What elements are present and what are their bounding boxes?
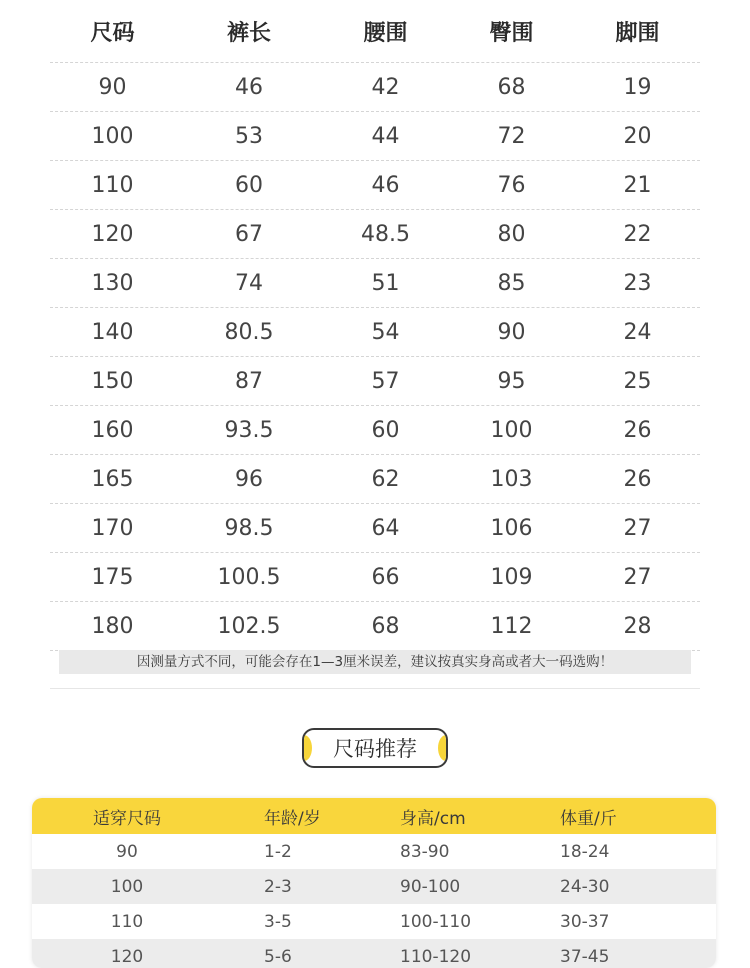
table-row [32,869,716,904]
measurement-note: 因测量方式不同，可能会存在1—3厘米误差，建议按真实身高或者大一码选购！ [59,650,691,674]
badge-left-tab [302,735,312,761]
cell-fit-size: 100 [110,876,144,897]
cell-hip: 72 [497,123,526,149]
cell-age: 2-3 [264,876,292,897]
header-waist: 腰围 [363,20,408,46]
cell-ankle: 25 [623,368,652,394]
cell-hip: 100 [490,417,533,443]
cell-fit-size: 110 [110,911,144,932]
cell-size: 120 [91,221,134,247]
cell-pants-length: 102.5 [217,613,281,639]
recommend-table-body [32,834,716,968]
table-row [50,503,700,552]
header-fit-size: 适穿尺码 [93,808,161,829]
cell-pants-length: 67 [235,221,263,247]
cell-hip: 109 [490,564,533,590]
cell-hip: 76 [497,172,526,198]
cell-waist: 42 [371,74,400,100]
recommend-table [32,798,716,968]
cell-ankle: 24 [623,319,652,345]
cell-age: 3-5 [264,911,292,932]
size-table [50,0,700,651]
cell-waist: 57 [371,368,400,394]
cell-size: 160 [91,417,134,443]
cell-pants-length: 87 [235,368,263,394]
cell-pants-length: 80.5 [224,319,274,345]
cell-ankle: 21 [623,172,652,198]
cell-waist: 46 [371,172,400,198]
table-row [50,209,700,258]
cell-size: 150 [91,368,134,394]
table-row [50,552,700,601]
table-row [50,405,700,454]
cell-ankle: 27 [623,515,652,541]
cell-size: 90 [98,74,127,100]
badge-right-tab [438,735,448,761]
cell-fit-size: 90 [116,841,138,862]
table-row [50,454,700,503]
cell-hip: 95 [497,368,526,394]
cell-waist: 51 [371,270,400,296]
cell-ankle: 26 [623,466,652,492]
cell-pants-length: 53 [235,123,263,149]
header-pants-length: 裤长 [226,20,271,46]
recommend-table-header [32,798,716,834]
cell-size: 130 [91,270,134,296]
cell-size: 180 [91,613,134,639]
header-size: 尺码 [90,20,135,46]
cell-waist: 44 [371,123,400,149]
cell-hip: 85 [497,270,526,296]
cell-ankle: 23 [623,270,652,296]
cell-size: 170 [91,515,134,541]
cell-hip: 103 [490,466,533,492]
cell-fit-size: 120 [110,946,144,967]
table-row [50,307,700,356]
table-row [50,601,700,650]
header-ankle: 脚围 [615,20,660,46]
cell-size: 175 [91,564,134,590]
cell-hip: 80 [497,221,526,247]
cell-waist: 48.5 [361,221,410,247]
table-row [50,258,700,307]
table-row [50,111,700,160]
cell-size: 140 [91,319,134,345]
cell-ankle: 19 [623,74,652,100]
table-row [50,356,700,405]
cell-height: 90-100 [400,876,461,897]
divider [50,688,700,689]
header-weight: 体重/斤 [560,808,617,829]
table-row [32,939,716,968]
cell-pants-length: 74 [235,270,263,296]
cell-size: 165 [91,466,134,492]
cell-size: 100 [91,123,134,149]
cell-ankle: 28 [623,613,652,639]
cell-hip: 68 [497,74,526,100]
cell-pants-length: 46 [235,74,263,100]
cell-height: 100-110 [400,911,472,932]
cell-weight: 18-24 [560,841,610,862]
cell-hip: 106 [490,515,533,541]
table-row [32,834,716,869]
cell-pants-length: 93.5 [224,417,274,443]
cell-pants-length: 98.5 [224,515,274,541]
header-hip: 臀围 [489,20,534,46]
cell-weight: 24-30 [560,876,610,897]
cell-pants-length: 60 [235,172,263,198]
cell-waist: 62 [371,466,400,492]
cell-pants-length: 96 [235,466,263,492]
cell-waist: 68 [371,613,400,639]
cell-height: 83-90 [400,841,450,862]
cell-ankle: 22 [623,221,652,247]
size-recommend-badge [302,728,448,768]
header-height: 身高/cm [400,808,466,829]
table-row [50,160,700,209]
cell-weight: 30-37 [560,911,610,932]
cell-ankle: 20 [623,123,652,149]
cell-ankle: 26 [623,417,652,443]
header-age: 年龄/岁 [264,808,321,829]
badge-label: 尺码推荐 [333,737,417,761]
cell-waist: 64 [371,515,400,541]
cell-hip: 112 [490,613,533,639]
cell-age: 5-6 [264,946,292,967]
table-row [50,62,700,111]
cell-waist: 66 [371,564,400,590]
cell-waist: 54 [371,319,400,345]
cell-weight: 37-45 [560,946,610,967]
cell-ankle: 27 [623,564,652,590]
cell-size: 110 [91,172,134,198]
cell-pants-length: 100.5 [217,564,281,590]
size-table-body [50,62,700,650]
size-table-header [50,0,700,62]
cell-hip: 90 [497,319,526,345]
cell-waist: 60 [371,417,400,443]
table-row [32,904,716,939]
cell-age: 1-2 [264,841,292,862]
cell-height: 110-120 [400,946,472,967]
